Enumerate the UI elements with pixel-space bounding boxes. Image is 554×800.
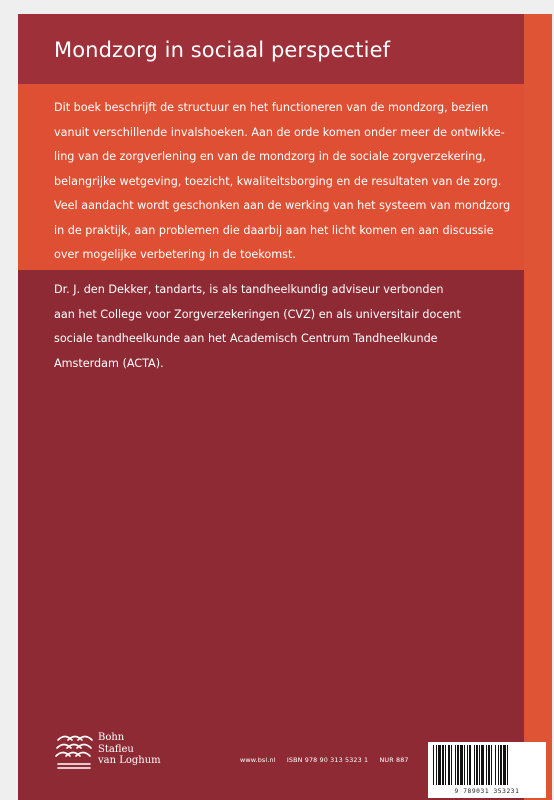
barcode-bar: [507, 745, 508, 785]
nur-code: NUR 887: [379, 756, 409, 764]
barcode-bar: [460, 745, 463, 785]
author-line: aan het College voor Zorgverzekeringen (CVZ) en als universitair docent: [54, 307, 461, 321]
barcode-bars: [431, 745, 543, 787]
spine-edge: [524, 14, 552, 800]
author-line: sociale tandheelkunde aan het Academisch Centrum Tandheelkunde: [54, 332, 438, 345]
description-text: [54, 96, 524, 268]
barcode-bar: [479, 745, 480, 785]
barcode-bar: [448, 745, 450, 785]
barcode-bar: [436, 745, 437, 785]
description-line: Dit boek beschrijft de structuur en het functioneren van de mondzorg, bezien: [54, 101, 489, 114]
barcode-bar: [486, 745, 487, 785]
description-line: ling van de zorgverlening en van de mondzorg in de sociale zorgverzekering,: [54, 150, 486, 163]
isbn-barcode: [428, 742, 546, 798]
description-line: vanuit verschillende invalshoeken. Aan de orde komen onder meer de ontwikke-: [54, 125, 505, 139]
barcode-bar: [467, 745, 468, 785]
book-back-cover: [18, 14, 552, 800]
barcode-bar: [469, 745, 471, 785]
publisher-logo: [54, 728, 194, 774]
barcode-bar: [491, 745, 492, 785]
barcode-bar: [498, 745, 499, 785]
publisher-name-line: Bohn: [98, 732, 125, 743]
isbn-text: ISBN 978 90 313 5323 1: [286, 756, 369, 764]
barcode-bar: [445, 745, 446, 785]
publisher-name: [98, 732, 161, 767]
publisher-website: www.bsl.nl: [240, 756, 276, 764]
publisher-name-line: Stafleu: [98, 743, 134, 755]
barcode-bar: [503, 745, 506, 785]
description-line: belangrijke wetgeving, toezicht, kwaliteitsborging en de resultaten van de zorg.: [54, 174, 502, 188]
barcode-number: 9 789031 353231: [454, 788, 520, 795]
barcode-bar: [451, 745, 452, 785]
barcode-bar: [474, 745, 475, 785]
publisher-name-line: van Loghum: [98, 755, 161, 766]
description-line: over mogelijke verbetering in de toekomst.: [54, 248, 296, 261]
publication-info: [240, 756, 418, 764]
barcode-bar: [442, 745, 444, 785]
barcode-bar: [495, 745, 496, 785]
description-line: Veel aandacht wordt geschonken aan de werking van het systeem van mondzorg: [54, 199, 511, 212]
barcode-bar: [438, 745, 441, 785]
author-line: Dr. J. den Dekker, tandarts, is als tandheelkundig adviseur verbonden: [54, 283, 444, 296]
barcode-bar: [433, 745, 434, 785]
author-line: Amsterdam (ACTA).: [54, 356, 164, 370]
barcode-bar: [455, 745, 456, 785]
publisher-logo-icon: [54, 730, 94, 772]
author-bio: [54, 278, 524, 376]
barcode-bar: [476, 745, 478, 785]
barcode-bar: [481, 745, 484, 785]
description-line: in de praktijk, aan problemen die daarbij aan het licht komen en aan discussie: [54, 223, 494, 237]
barcode-bar: [457, 745, 459, 785]
book-title: Mondzorg in sociaal perspectief: [54, 38, 391, 62]
barcode-bar: [488, 745, 490, 785]
barcode-bar: [464, 745, 465, 785]
barcode-bar: [500, 745, 502, 785]
